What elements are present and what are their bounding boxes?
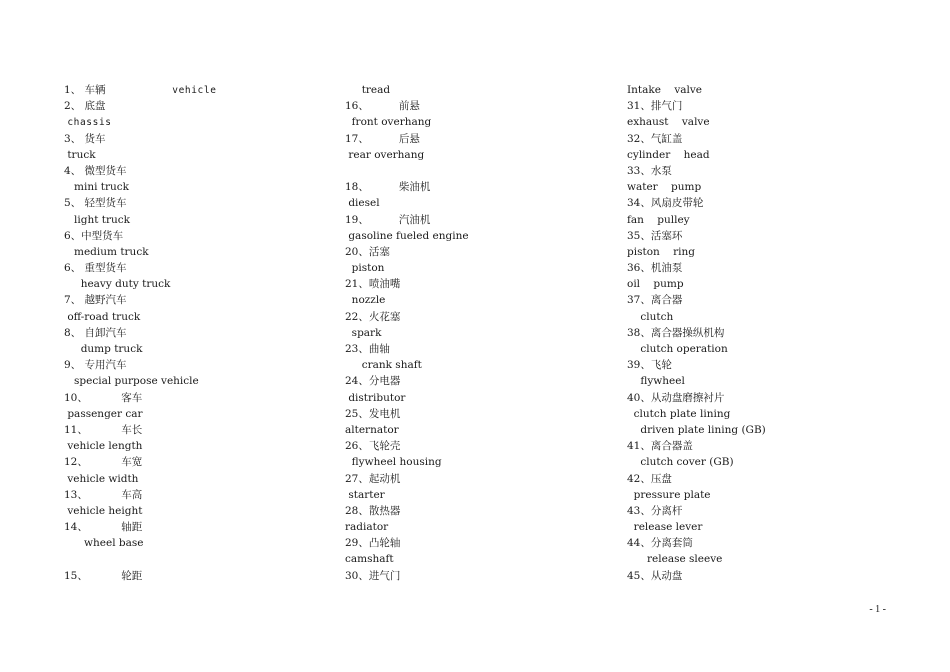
glossary-line — [345, 260, 469, 276]
glossary-line — [64, 114, 217, 130]
glossary-line — [627, 212, 766, 228]
glossary-text: piston ring — [627, 245, 695, 258]
glossary-line — [345, 519, 469, 535]
glossary-text: 34、风扇皮带轮 — [627, 197, 704, 210]
glossary-text: 43、分离杆 — [627, 504, 683, 517]
glossary-line — [627, 163, 766, 179]
glossary-line — [345, 487, 469, 503]
glossary-line — [345, 503, 469, 519]
glossary-text: 35、活塞环 — [627, 229, 683, 242]
glossary-line — [345, 535, 469, 551]
glossary-line — [627, 325, 766, 341]
glossary-line — [627, 503, 766, 519]
glossary-line — [627, 228, 766, 244]
glossary-text: cylinder head — [627, 148, 710, 161]
glossary-text: passenger car — [64, 407, 143, 420]
glossary-text: 17、 后悬 — [345, 132, 420, 145]
glossary-line — [627, 244, 766, 260]
glossary-text: 42、压盘 — [627, 472, 672, 485]
glossary-text: driven plate lining (GB) — [627, 423, 766, 436]
glossary-line — [345, 179, 469, 195]
glossary-text: 13、 车高 — [64, 488, 143, 501]
glossary-line — [345, 244, 469, 260]
glossary-line — [64, 568, 217, 584]
glossary-line — [345, 422, 469, 438]
glossary-text: nozzle — [345, 294, 386, 307]
glossary-line — [64, 325, 217, 341]
glossary-text: spark — [345, 326, 382, 339]
glossary-line — [345, 276, 469, 292]
glossary-line — [345, 373, 469, 389]
glossary-line — [345, 357, 469, 373]
glossary-line — [345, 454, 469, 470]
glossary-text: radiator — [345, 521, 389, 534]
glossary-line — [64, 519, 217, 535]
glossary-line — [64, 179, 217, 195]
glossary-line — [345, 114, 469, 130]
glossary-text: release lever — [627, 521, 703, 534]
glossary-text: water pump — [627, 181, 702, 194]
glossary-line — [64, 454, 217, 470]
glossary-line — [64, 406, 217, 422]
glossary-text: pressure plate — [627, 488, 711, 501]
glossary-text: clutch operation — [627, 343, 728, 355]
glossary-line — [627, 471, 766, 487]
glossary-term-english: vehicle — [172, 85, 217, 96]
glossary-text: medium truck — [64, 245, 149, 258]
glossary-text: 24、分电器 — [345, 375, 401, 388]
glossary-text: 15、 轮距 — [64, 569, 143, 582]
glossary-text: flywheel — [627, 375, 685, 388]
glossary-line — [64, 228, 217, 244]
glossary-line — [345, 341, 469, 357]
glossary-text: 25、发电机 — [345, 407, 401, 420]
page-number: - 1 - — [869, 604, 886, 615]
glossary-line — [64, 373, 217, 389]
glossary-line — [627, 535, 766, 551]
glossary-line — [627, 179, 766, 195]
glossary-line — [345, 471, 469, 487]
glossary-term-english: chassis — [67, 117, 112, 129]
glossary-text: special purpose vehicle — [64, 375, 199, 388]
glossary-line — [627, 519, 766, 535]
glossary-line — [345, 325, 469, 341]
glossary-line — [64, 292, 217, 308]
glossary-text: distributor — [345, 391, 406, 404]
glossary-line — [64, 131, 217, 147]
glossary-text: 18、 柴油机 — [345, 181, 431, 194]
glossary-text: 44、分离套筒 — [627, 537, 693, 550]
glossary-line — [627, 373, 766, 389]
glossary-line — [345, 292, 469, 308]
glossary-line — [627, 357, 766, 373]
glossary-line — [627, 98, 766, 114]
glossary-text: 6、中型货车 — [64, 229, 124, 242]
glossary-text: clutch — [627, 310, 674, 323]
glossary-text: 7、 越野汽车 — [64, 294, 127, 307]
glossary-text: Intake valve — [627, 84, 703, 96]
glossary-line — [64, 341, 217, 357]
glossary-line — [345, 438, 469, 454]
glossary-line — [345, 163, 469, 179]
glossary-line — [64, 244, 217, 260]
glossary-text: 1、 车辆 — [64, 84, 173, 96]
glossary-line — [627, 422, 766, 438]
glossary-text: light truck — [64, 213, 131, 226]
glossary-line — [64, 535, 217, 551]
glossary-text: truck — [64, 148, 96, 161]
glossary-line — [627, 568, 766, 584]
glossary-line — [345, 551, 469, 567]
glossary-line — [345, 98, 469, 114]
glossary-text: 22、火花塞 — [345, 310, 401, 323]
glossary-text: 3、 货车 — [64, 132, 106, 145]
glossary-text: 30、进气门 — [345, 569, 401, 582]
glossary-text: wheel base — [64, 537, 144, 550]
glossary-text: vehicle height — [64, 504, 143, 517]
glossary-text: 20、活塞 — [345, 245, 390, 258]
glossary-text: 16、 前悬 — [345, 100, 420, 113]
glossary-text: 8、 自卸汽车 — [64, 326, 127, 339]
glossary-line — [64, 471, 217, 487]
glossary-line — [64, 212, 217, 228]
glossary-text: 21、喷油嘴 — [345, 278, 401, 291]
glossary-line — [627, 454, 766, 470]
glossary-line — [64, 98, 217, 114]
glossary-line — [627, 551, 766, 567]
glossary-line — [345, 406, 469, 422]
column-middle — [345, 82, 469, 584]
glossary-line — [627, 114, 766, 130]
glossary-text: clutch cover (GB) — [627, 456, 734, 469]
glossary-line — [345, 228, 469, 244]
glossary-line — [345, 309, 469, 325]
glossary-line — [627, 276, 766, 292]
glossary-line — [64, 147, 217, 163]
glossary-text: 2、 底盘 — [64, 100, 106, 113]
glossary-text: alternator — [345, 423, 399, 436]
glossary-text: starter — [345, 488, 385, 501]
glossary-text: fan pulley — [627, 213, 690, 226]
glossary-text: 14、 轴距 — [64, 521, 143, 534]
glossary-text: 6、 重型货车 — [64, 262, 127, 275]
glossary-text: oil pump — [627, 278, 684, 291]
glossary-text: rear overhang — [345, 148, 425, 161]
glossary-text: 10、 客车 — [64, 391, 143, 404]
glossary-text: tread — [345, 84, 391, 96]
glossary-line — [64, 276, 217, 292]
glossary-text: 23、曲轴 — [345, 343, 390, 355]
glossary-line — [627, 131, 766, 147]
glossary-text: 39、飞轮 — [627, 359, 672, 372]
glossary-line — [64, 163, 217, 179]
glossary-line — [64, 309, 217, 325]
glossary-text: vehicle length — [64, 440, 143, 453]
glossary-text: 29、凸轮轴 — [345, 537, 401, 550]
glossary-line — [627, 487, 766, 503]
glossary-line — [627, 82, 766, 98]
glossary-text: 5、 轻型货车 — [64, 197, 127, 210]
glossary-line — [64, 260, 217, 276]
glossary-line — [64, 422, 217, 438]
glossary-text: 9、 专用汽车 — [64, 359, 127, 372]
glossary-text: heavy duty truck — [64, 278, 171, 291]
glossary-line — [345, 82, 469, 98]
glossary-line — [64, 487, 217, 503]
glossary-line — [627, 438, 766, 454]
glossary-text: 37、离合器 — [627, 294, 683, 307]
glossary-text: dump truck — [64, 343, 143, 355]
glossary-text: 38、离合器操纵机构 — [627, 326, 725, 339]
column-right — [627, 82, 766, 584]
glossary-text: release sleeve — [627, 553, 723, 566]
glossary-line — [627, 260, 766, 276]
glossary-line — [345, 390, 469, 406]
glossary-text: 33、水泵 — [627, 164, 672, 177]
glossary-text: mini truck — [64, 181, 130, 194]
glossary-line — [345, 568, 469, 584]
glossary-text: 28、散热器 — [345, 504, 401, 517]
glossary-line — [627, 147, 766, 163]
glossary-line — [64, 82, 217, 98]
glossary-line — [627, 390, 766, 406]
glossary-text: camshaft — [345, 553, 394, 566]
glossary-line — [345, 147, 469, 163]
glossary-line — [64, 438, 217, 454]
glossary-text: clutch plate lining — [627, 407, 731, 420]
glossary-text: 11、 车长 — [64, 423, 143, 436]
glossary-text: diesel — [345, 197, 380, 210]
glossary-text: 40、从动盘磨擦衬片 — [627, 391, 725, 404]
glossary-line — [627, 195, 766, 211]
glossary-text: 27、起动机 — [345, 472, 401, 485]
glossary-line — [64, 390, 217, 406]
glossary-text: 12、 车宽 — [64, 456, 143, 469]
glossary-line — [345, 195, 469, 211]
glossary-text: 45、从动盘 — [627, 569, 683, 582]
glossary-text: 31、排气门 — [627, 100, 683, 113]
glossary-text: 36、机油泵 — [627, 262, 683, 275]
glossary-line — [64, 195, 217, 211]
glossary-text: exhaust valve — [627, 116, 710, 129]
glossary-text: vehicle width — [64, 472, 139, 485]
glossary-text: 32、气缸盖 — [627, 132, 683, 145]
glossary-line — [345, 131, 469, 147]
glossary-line — [64, 357, 217, 373]
glossary-text: off-road truck — [64, 310, 141, 323]
glossary-text: piston — [345, 262, 385, 275]
glossary-text: 26、飞轮壳 — [345, 440, 401, 453]
glossary-line — [64, 503, 217, 519]
glossary-text: 41、离合器盖 — [627, 440, 693, 453]
glossary-text: 4、 微型货车 — [64, 164, 127, 177]
glossary-text: flywheel housing — [345, 456, 442, 469]
glossary-text: gasoline fueled engine — [345, 229, 469, 242]
glossary-line — [627, 406, 766, 422]
glossary-text: crank shaft — [345, 359, 422, 372]
glossary-line — [345, 212, 469, 228]
glossary-line — [627, 309, 766, 325]
column-left — [64, 82, 217, 584]
glossary-line — [627, 341, 766, 357]
glossary-text: front overhang — [345, 116, 432, 129]
glossary-text: 19、 汽油机 — [345, 213, 431, 226]
glossary-line — [627, 292, 766, 308]
glossary-line — [64, 551, 217, 567]
